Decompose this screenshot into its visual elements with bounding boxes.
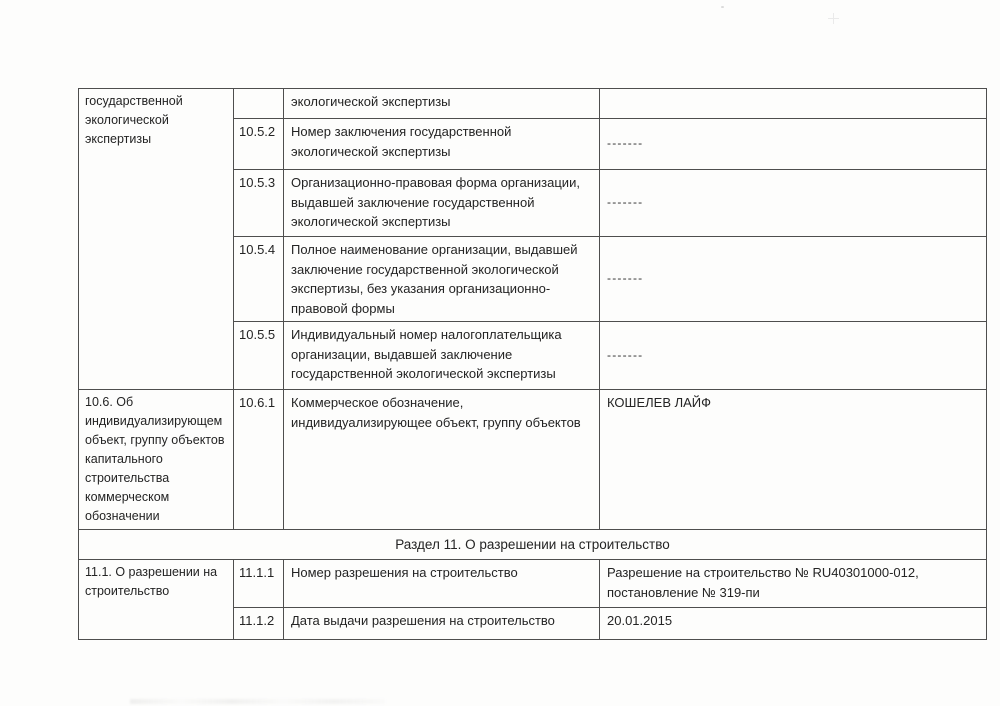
row-value-cell: -------: [600, 119, 987, 170]
row-description-cell: экологической экспертизы: [284, 89, 600, 119]
row-description-cell: Полное наименование организации, выдавшей заключение государственной экологической экспертизы, без указания организационно-правовой формы: [284, 237, 600, 322]
row-value-cell: -------: [600, 322, 987, 390]
row-number-cell: [234, 89, 284, 119]
scan-artifact-dot: [721, 6, 724, 8]
scan-artifact-smudge: [130, 699, 385, 704]
row-value-cell: Разрешение на строительство № RU40301000-012, постановление № 319-пи: [600, 560, 987, 608]
table-row-11-1-1: [79, 560, 987, 608]
row-number-cell: 10.5.2: [234, 119, 284, 170]
group-label-10-5: государственной экологической экспертизы: [79, 89, 234, 390]
section-11-title: Раздел 11. О разрешении на строительство: [79, 530, 987, 560]
row-value-cell: [600, 89, 987, 119]
row-description-cell: Дата выдачи разрешения на строительство: [284, 608, 600, 640]
table-row-10-6-1: [79, 390, 987, 530]
project-declaration-table: [78, 88, 987, 640]
row-description-cell: Индивидуальный номер налогоплательщика организации, выдавшей заключение государственной экологической экспертизы: [284, 322, 600, 390]
row-description-cell: Номер заключения государственной экологической экспертизы: [284, 119, 600, 170]
scan-artifact-cross-vline: [833, 13, 834, 24]
row-description-cell: Организационно-правовая форма организации, выдавшей заключение государственной экологической экспертизы: [284, 170, 600, 237]
group-label-11-1: 11.1. О разрешении на строительство: [79, 560, 234, 640]
row-number-cell: 11.1.2: [234, 608, 284, 640]
row-value-cell: 20.01.2015: [600, 608, 987, 640]
row-value-cell: КОШЕЛЕВ ЛАЙФ: [600, 390, 987, 530]
row-number-cell: 10.5.3: [234, 170, 284, 237]
row-number-cell: 10.5.4: [234, 237, 284, 322]
row-number-cell: 11.1.1: [234, 560, 284, 608]
group-label-10-6: 10.6. Об индивидуализирующем объект, группу объектов капитального строительства коммерческом обозначении: [79, 390, 234, 530]
row-number-cell: 10.6.1: [234, 390, 284, 530]
table-row-10-5-continuation: [79, 89, 987, 119]
table-row-section-11-header: [79, 530, 987, 560]
row-value-cell: -------: [600, 237, 987, 322]
row-description-cell: Коммерческое обозначение, индивидуализирующее объект, группу объектов: [284, 390, 600, 530]
row-number-cell: 10.5.5: [234, 322, 284, 390]
scan-artifact-cross: [828, 13, 839, 24]
row-value-cell: -------: [600, 170, 987, 237]
row-description-cell: Номер разрешения на строительство: [284, 560, 600, 608]
